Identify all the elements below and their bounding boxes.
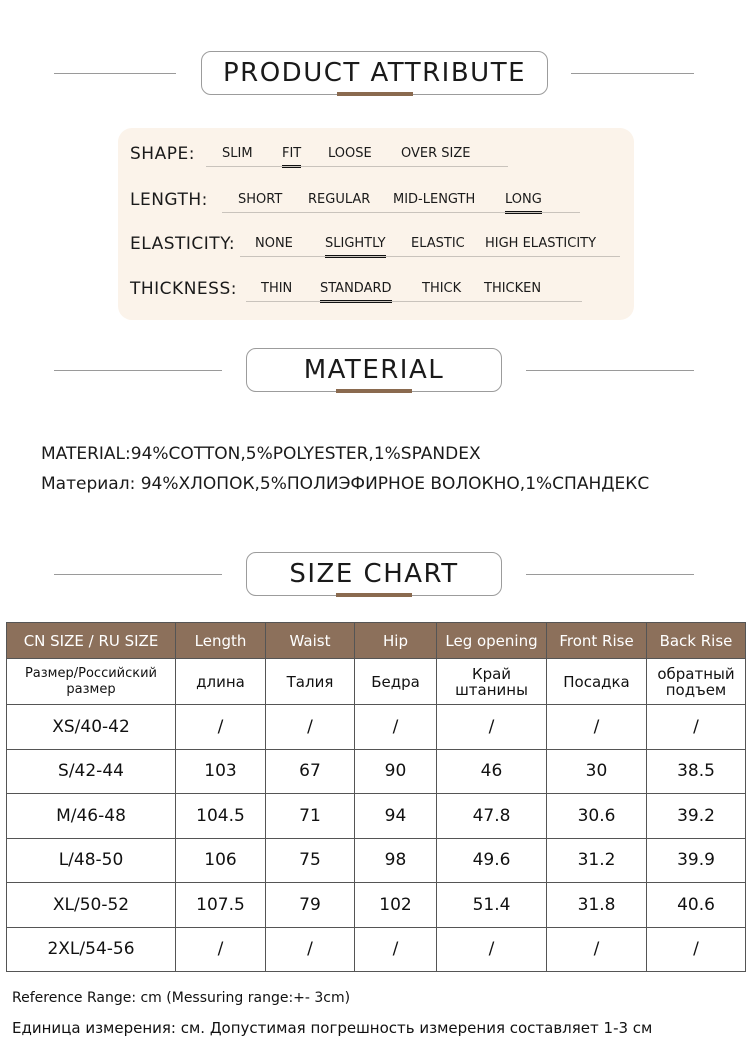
table-cell-size: XL/50-52 [7,883,176,928]
table-header-cell: Leg opening [437,623,547,659]
size-chart-title: SIZE CHART [246,552,502,596]
table-cell: 39.2 [647,794,746,839]
attr-option: NONE [255,236,293,251]
table-header-ru-cell: Посадка [547,659,647,705]
attr-option: HIGH ELASTICITY [485,236,597,251]
size-chart-header [0,552,750,598]
table-cell: 103 [176,749,266,794]
attr-option: REGULAR [308,192,371,207]
table-cell: 98 [355,838,437,883]
table-cell: 39.9 [647,838,746,883]
attr-label-shape: SHAPE: [130,144,195,164]
product-attribute-title: PRODUCT ATTRIBUTE [201,51,548,95]
material-composition-ru: Материал: 94%ХЛОПОК,5%ПОЛИЭФИРНОЕ ВОЛОКНО,1%СПАНДЕКС [41,474,650,494]
table-header-ru-cell: Край штанины [437,659,547,705]
table-cell: 31.2 [547,838,647,883]
table-cell: 40.6 [647,883,746,928]
table-header-cell: Back Rise [647,623,746,659]
attr-label-elasticity: ELASTICITY: [130,234,236,254]
table-cell: / [647,705,746,750]
table-header-ru-cell: Бедра [355,659,437,705]
attr-option: THICK [422,281,462,296]
table-cell-size: XS/40-42 [7,705,176,750]
material-composition-en: MATERIAL:94%COTTON,5%POLYESTER,1%SPANDEX [41,444,481,464]
table-cell: 75 [266,838,355,883]
table-header-cell: CN SIZE / RU SIZE [7,623,176,659]
table-cell: / [355,705,437,750]
attr-option-selected: FIT [282,146,302,161]
table-header-cell: Length [176,623,266,659]
attr-label-thickness: THICKNESS: [130,279,237,299]
table-cell: 90 [355,749,437,794]
table-cell: / [176,705,266,750]
table-cell: / [437,927,547,972]
table-cell: 79 [266,883,355,928]
table-cell: / [176,927,266,972]
table-cell: / [547,927,647,972]
attr-option: SLIM [222,146,253,161]
material-header [0,348,750,394]
table-cell: 107.5 [176,883,266,928]
table-cell: 49.6 [437,838,547,883]
table-cell: 102 [355,883,437,928]
table-row [7,705,746,750]
table-cell: 46 [437,749,547,794]
attr-option-selected: STANDARD [320,281,392,296]
table-cell: 106 [176,838,266,883]
attr-option-selected: SLIGHTLY [325,236,386,251]
table-cell: / [647,927,746,972]
attribute-panel [118,128,634,320]
size-chart-table [6,622,746,972]
table-cell-size: M/46-48 [7,794,176,839]
table-row [7,794,746,839]
table-cell: 47.8 [437,794,547,839]
attr-option-selected: LONG [505,192,542,207]
table-cell: / [266,705,355,750]
table-cell-size: 2XL/54-56 [7,927,176,972]
table-cell: 71 [266,794,355,839]
attr-option: OVER SIZE [401,146,471,161]
material-title: MATERIAL [246,348,502,392]
table-cell-size: S/42-44 [7,749,176,794]
attr-option: MID-LENGTH [393,192,476,207]
reference-range-note-en: Reference Range: cm (Messuring range:+- 3cm) [12,990,351,1006]
attr-label-length: LENGTH: [130,190,208,210]
table-cell: 51.4 [437,883,547,928]
attr-option: ELASTIC [411,236,465,251]
table-row [7,883,746,928]
table-cell: 104.5 [176,794,266,839]
table-cell: / [355,927,437,972]
attr-option: THICKEN [484,281,542,296]
product-attribute-header [0,51,750,97]
table-row [7,838,746,883]
table-row [7,927,746,972]
table-cell: / [547,705,647,750]
table-header-cell: Hip [355,623,437,659]
table-cell: 31.8 [547,883,647,928]
table-header-ru-cell: Талия [266,659,355,705]
table-header-ru-row [7,659,746,705]
table-cell: / [266,927,355,972]
table-row [7,749,746,794]
table-header-ru-cell: Размер/Российский размер [7,659,176,705]
table-cell: 38.5 [647,749,746,794]
attr-option: THIN [261,281,293,296]
table-cell: 30 [547,749,647,794]
attr-option: SHORT [238,192,283,207]
table-header-ru-cell: длина [176,659,266,705]
attr-option: LOOSE [328,146,372,161]
table-cell: 94 [355,794,437,839]
table-header-cell: Waist [266,623,355,659]
table-cell: / [437,705,547,750]
table-header-row [7,623,746,659]
reference-range-note-ru: Единица измерения: см. Допустимая погрешность измерения составляет 1-3 см [12,1019,653,1037]
table-cell-size: L/48-50 [7,838,176,883]
table-cell: 67 [266,749,355,794]
table-header-ru-cell: обратный подъем [647,659,746,705]
table-header-cell: Front Rise [547,623,647,659]
table-cell: 30.6 [547,794,647,839]
